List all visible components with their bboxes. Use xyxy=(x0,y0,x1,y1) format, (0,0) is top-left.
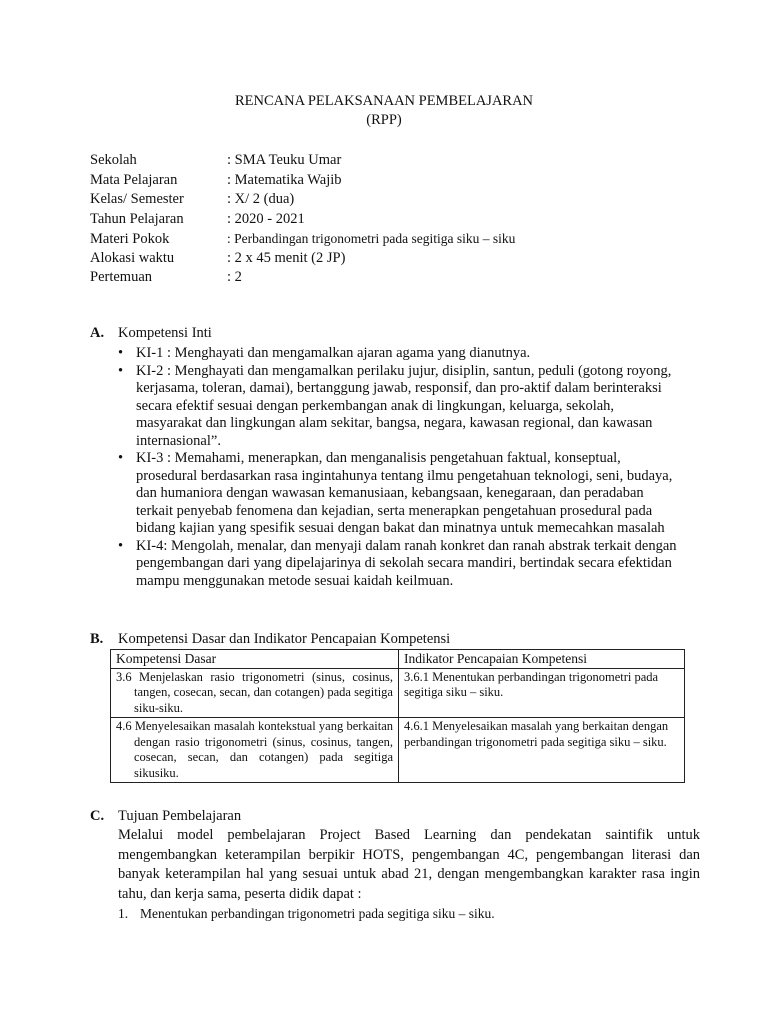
ki-text: KI-1 : Menghayati dan mengamalkan ajaran agama yang dianutnya. xyxy=(136,345,531,361)
identity-row-materi-pokok xyxy=(90,229,515,249)
identity-value: : X/ 2 (dua) xyxy=(227,191,295,207)
identity-label: Sekolah xyxy=(90,152,137,168)
column-header: Indikator Pencapaian Kompetensi xyxy=(399,650,685,669)
ki-text: KI-4: Mengolah, menalar, dan menyaji dalam ranah konkret dan ranah abstrak terkait dengan pengembangan dari yang dipelajarinya di sekolah secara mandiri, bertindak secara efektidan mampu menggunakan metode sesuai kaidah keilmuan. xyxy=(136,537,677,589)
section-letter: B. xyxy=(90,631,104,647)
kd-text: 4.6 Menyelesaikan masalah kontekstual yang berkaitan dengan rasio trigonometri (sinus, cosinus, tangen, cosecan, secan, dan cotangen) pada segitiga sikusiku. xyxy=(116,719,393,780)
tujuan-list xyxy=(118,905,495,923)
bullet-icon: • xyxy=(118,537,124,554)
kd-text: 3.6 Menjelaskan rasio trigonometri (sinus, cosinus, tangen, cosecan, secan, dan cotangen) pada segitiga siku-siku. xyxy=(116,669,393,715)
identity-row-tahun-pelajaran xyxy=(90,210,515,230)
section-a-heading xyxy=(90,324,212,343)
identity-value: : 2020 - 2021 xyxy=(227,210,305,227)
table-cell xyxy=(111,718,399,783)
section-title: Kompetensi Dasar dan Indikator Pencapaian Kompetensi xyxy=(118,631,451,647)
list-item xyxy=(118,363,678,451)
bullet-icon: • xyxy=(118,450,124,466)
identity-value: : Perbandingan trigonometri pada segitiga siku – siku xyxy=(227,231,516,246)
bullet-icon: • xyxy=(118,362,124,379)
identity-value: : 2 x 45 menit (2 JP) xyxy=(227,249,346,266)
identity-value: : 2 xyxy=(227,269,242,285)
ki-text: KI-2 : Menghayati dan mengamalkan perilaku jujur, disiplin, santun, peduli (gotong royong, kerjasama, toleran, damai), bertanggung jawab, responsif, dan pro-aktif dalam berinteraksi secara efektif sesuai dengan perkembangan anak di lingkungan, keluarga, sekolah, masyarakat dan lingkungan alam sekitar, bangsa, negara, kawasan regional, dan kawasan internasional”. xyxy=(136,362,672,449)
section-letter: A. xyxy=(90,325,105,341)
ki-text: KI-3 : Memahami, menerapkan, dan menganalisis pengetahuan faktual, konseptual, prosedural berdasarkan rasa ingintahunya tentang ilmu pengetahuan teknologi, seni, budaya, dan humaniora dengan wawasan kemanusiaan, kebangsaan, kenegaraan, dan peradaban terkait penyebab fenomena dan kejadian, serta menerapkan pengetahuan prosedural pada bidang kajian yang spesifik sesuai dengan bakat dan minatnya untuk memecahkan masalah xyxy=(136,450,673,536)
bullet-icon: • xyxy=(118,345,124,361)
identity-row-sekolah xyxy=(90,151,515,171)
document-title: RENCANA PELAKSANAAN PEMBELAJARAN xyxy=(234,93,534,109)
identity-row-mata-pelajaran xyxy=(90,171,515,191)
section-c-heading xyxy=(90,807,241,826)
table-row xyxy=(111,718,685,783)
section-title: Tujuan Pembelajaran xyxy=(118,808,242,824)
identity-row-kelas-semester xyxy=(90,190,515,210)
tujuan-paragraph: Melalui model pembelajaran Project Based Learning dan pendekatan saintifik untuk mengembangkan keterampilan berpikir HOTS, pengembangan 4C, pengembangan literasi dan banyak keterampilan hal yang sesuai untuk abad 21, dengan mengembangkan karakter rasa ingin tahu, dan kerja sama, peserta didik dapat : xyxy=(118,827,700,902)
table-cell: 4.6.1 Menyelesaikan masalah yang berkaitan dengan perbandingan trigonometri pada segitiga siku – siku. xyxy=(399,718,685,783)
column-header: Kompetensi Dasar xyxy=(111,650,399,669)
identity-value: : Matematika Wajib xyxy=(227,171,342,188)
identity-label: Mata Pelajaran xyxy=(90,171,178,188)
ki-list xyxy=(118,345,678,590)
table-cell xyxy=(111,668,399,718)
identity-label: Pertemuan xyxy=(90,269,153,285)
list-text: Menentukan perbandingan trigonometri pada segitiga siku – siku. xyxy=(140,906,495,921)
identity-label: Tahun Pelajaran xyxy=(90,210,184,227)
list-item xyxy=(118,450,678,538)
identity-row-alokasi-waktu xyxy=(90,249,515,269)
competency-table xyxy=(110,649,685,783)
identity-value: : SMA Teuku Umar xyxy=(227,152,342,168)
list-number: 1. xyxy=(118,906,129,921)
section-b-heading xyxy=(90,630,450,649)
document-subtitle: (RPP) xyxy=(366,112,402,128)
identity-label: Alokasi waktu xyxy=(90,249,175,266)
list-item xyxy=(118,538,678,591)
identity-label: Kelas/ Semester xyxy=(90,191,184,207)
list-item xyxy=(118,905,495,923)
section-letter: C. xyxy=(90,808,105,824)
table-row xyxy=(111,668,685,718)
identity-label: Materi Pokok xyxy=(90,231,170,247)
section-title: Kompetensi Inti xyxy=(118,325,212,341)
identity-block xyxy=(90,151,515,288)
table-cell: 3.6.1 Menentukan perbandingan trigonometri pada segitiga siku – siku. xyxy=(399,668,685,718)
list-item xyxy=(118,345,678,363)
identity-row-pertemuan xyxy=(90,268,515,288)
table-header-row xyxy=(111,650,685,669)
